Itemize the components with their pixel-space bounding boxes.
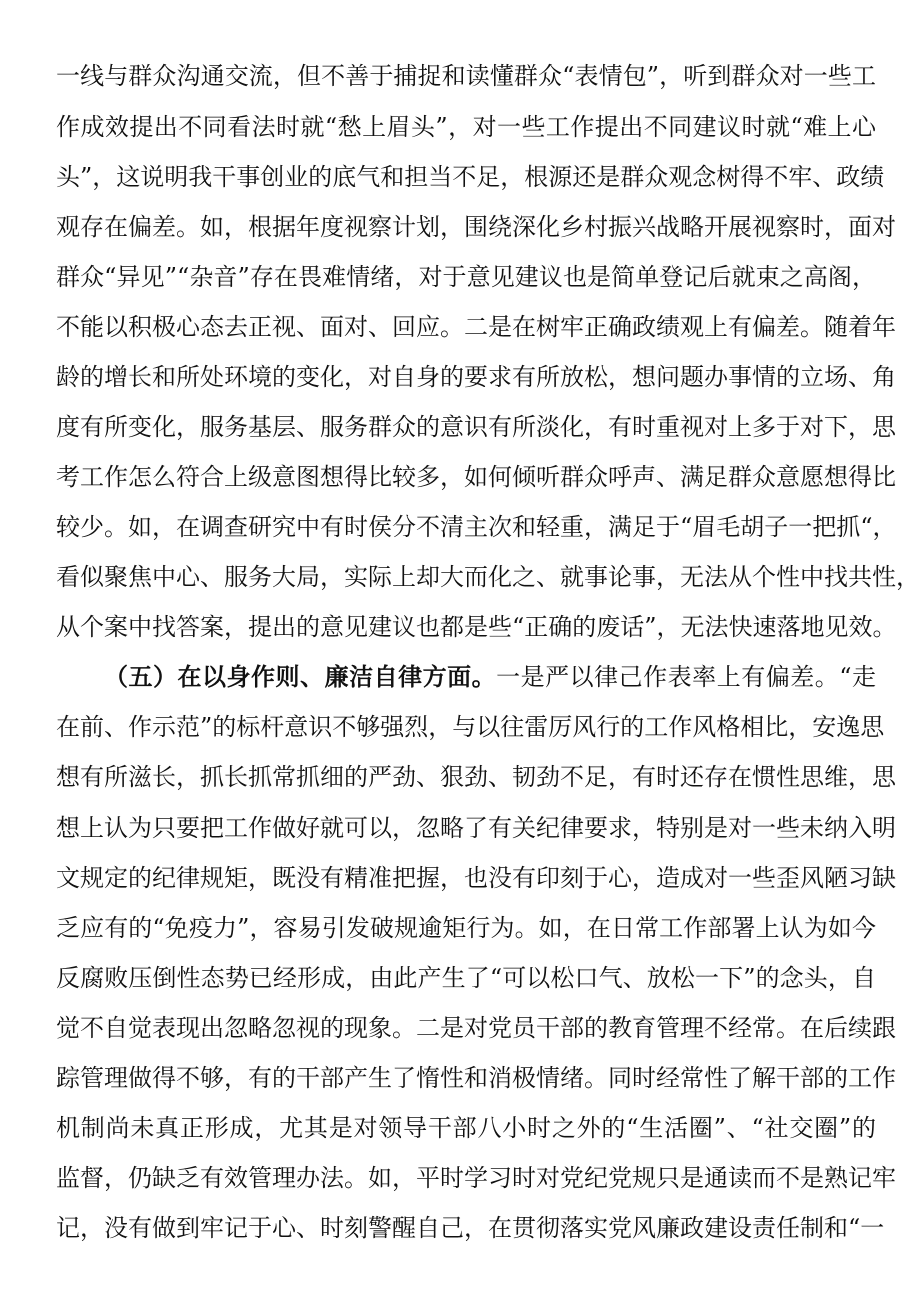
text-line: 较少。如，在调查研究中有时侯分不清主次和轻重，满足于“眉毛胡子一把抓“，	[56, 513, 897, 541]
text-line: 作成效提出不同看法时就“愁上眉头”，对一些工作提出不同建议时就“难上心	[56, 113, 876, 141]
text-line: 头”，这说明我干事创业的底气和担当不足，根源还是群众观念树得不牢、政绩	[56, 163, 885, 191]
text-line: 一线与群众沟通交流，但不善于捕捉和读懂群众“表情包”，听到群众对一些工	[56, 62, 876, 90]
text-line: 乏应有的“免疫力”，容易引发破规逾矩行为。如，在日常工作部署上认为如今	[56, 914, 876, 942]
text-segment: 一是严以律己作表率上有偏差。“走	[496, 663, 876, 691]
text-line: 在前、作示范”的标杆意识不够强烈，与以往雷厉风行的工作风格相比，安逸思	[56, 713, 885, 741]
text-line: 考工作怎么符合上级意图想得比较多，如何倾听群众呼声、满足群众意愿想得比	[56, 463, 896, 491]
text-line: 机制尚未真正形成，尤其是对领导干部八小时之外的“生活圈”、“社交圈”的	[56, 1114, 876, 1142]
text-line: 想有所滋长，抓长抓常抓细的严劲、狠劲、韧劲不足，有时还存在惯性思维，思	[56, 763, 896, 791]
text-line: 龄的增长和所处环境的变化，对自身的要求有所放松，想问题办事情的立场、角	[56, 363, 896, 391]
text-line: 监督，仍缺乏有效管理办法。如，平时学习时对党纪党规只是通读而不是熟记牢	[56, 1164, 896, 1192]
text-line: 从个案中找答案，提出的意见建议也都是些“正确的废话”，无法快速落地见效。	[56, 613, 897, 641]
text-line: 度有所变化，服务基层、服务群众的意识有所淡化，有时重视对上多于对下，思	[56, 413, 896, 441]
text-line: 不能以积极心态去正视、面对、回应。二是在树牢正确政绩观上有偏差。随着年	[56, 313, 896, 341]
section-heading-line	[104, 659, 876, 695]
text-line: 群众“异见”“杂音”存在畏难情绪，对于意见建议也是简单登记后就束之高阁，	[56, 263, 876, 291]
text-line: 踪管理做得不够，有的干部产生了惰性和消极情绪。同时经常性了解干部的工作	[56, 1064, 896, 1092]
text-line: 想上认为只要把工作做好就可以，忽略了有关纪律要求，特别是对一些未纳入明	[56, 814, 896, 842]
text-line: 反腐败压倒性态势已经形成，由此产生了“可以松口气、放松一下”的念头，自	[56, 964, 876, 992]
text-line: 记，没有做到牢记于心、时刻警醒自己，在贯彻落实党风廉政建设责任制和“一	[56, 1214, 885, 1242]
text-line: 觉不自觉表现出忽略忽视的现象。二是对党员干部的教育管理不经常。在后续跟	[56, 1014, 896, 1042]
text-line: 文规定的纪律规矩，既没有精准把握，也没有印刻于心，造成对一些歪风陋习缺	[56, 864, 896, 892]
text-line: 观存在偏差。如，根据年度视察计划，围绕深化乡村振兴战略开展视察时，面对	[56, 213, 896, 241]
text-line: 看似聚焦中心、服务大局，实际上却大而化之、就事论事，无法从个性中找共性，	[56, 563, 920, 591]
section-heading: （五）在以身作则、廉洁自律方面。	[104, 662, 497, 691]
